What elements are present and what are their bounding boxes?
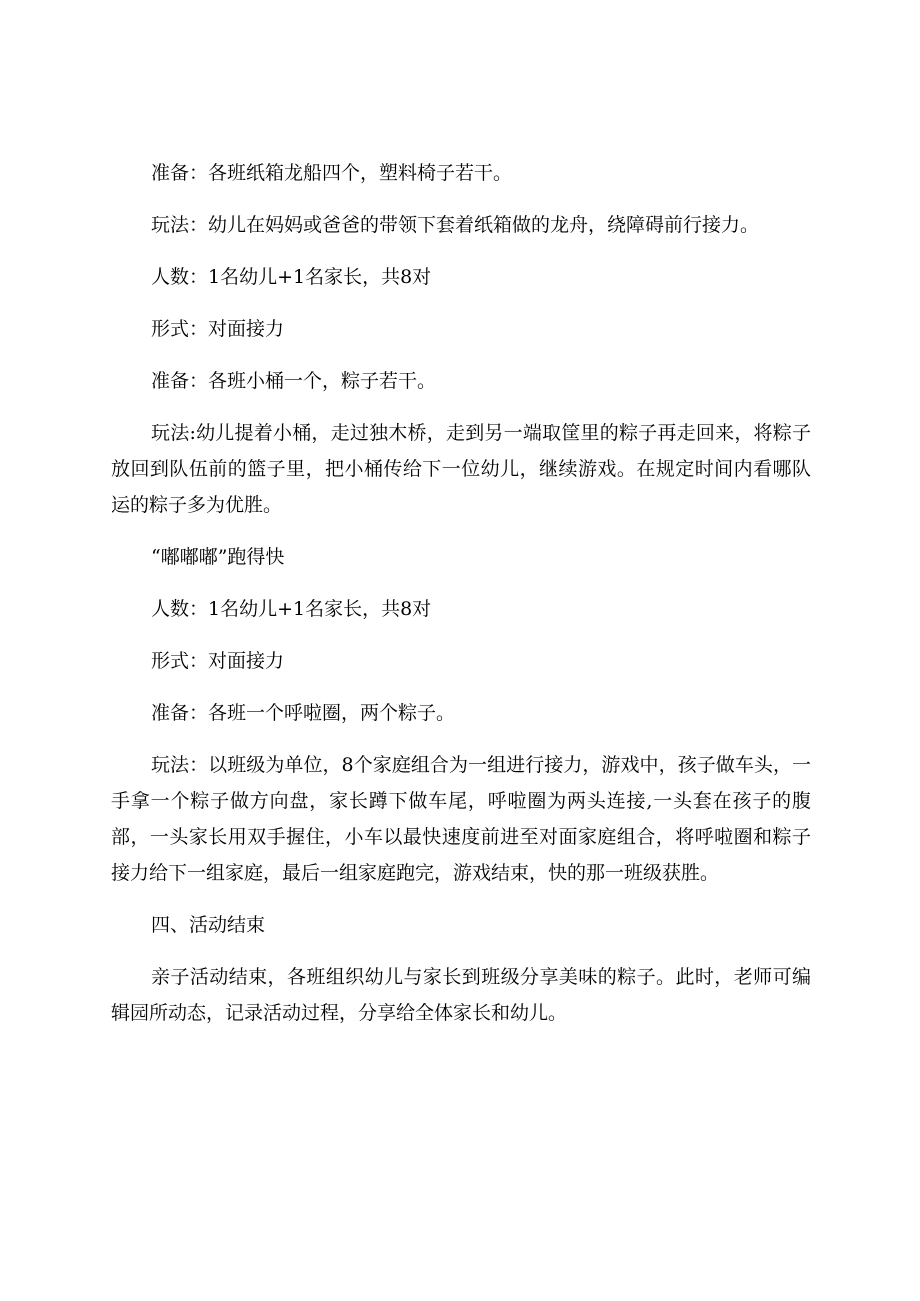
paragraph-format-2: 形式：对面接力 — [151, 650, 285, 672]
paragraph-game-title: “嘟嘟嘟”跑得快 — [151, 546, 285, 568]
paragraph-preparation-hoop: 准备：各班一个呼啦圈，两个粽子。 — [151, 702, 456, 724]
paragraph-participants: 人数：1名幼儿+1名家长，共8对 — [151, 266, 432, 288]
paragraph-rules-dragon-boat: 玩法：幼儿在妈妈或爸爸的带领下套着纸箱做的龙舟，绕障碍前行接力。 — [151, 214, 760, 236]
paragraph-participants-2: 人数：1名幼儿+1名家长，共8对 — [151, 598, 432, 620]
paragraph-preparation-bucket: 准备：各班小桶一个，粽子若干。 — [151, 370, 437, 392]
section-heading-activity-end: 四、活动结束 — [151, 914, 266, 936]
paragraph-preparation-dragon-boat: 准备：各班纸箱龙船四个，塑料椅子若干。 — [151, 162, 513, 184]
paragraph-rules-bucket: 玩法:幼儿提着小桶，走过独木桥，走到另一端取筐里的粽子再走回来，将粽子放回到队伍前的篮子里，把小桶传给下一位幼儿，继续游戏。在规定时间内看哪队运的粽子多为优胜。 — [111, 422, 811, 516]
paragraph-format: 形式：对面接力 — [151, 318, 285, 340]
document-body — [111, 155, 811, 1031]
paragraph-conclusion: 亲子活动结束，各班组织幼儿与家长到班级分享美味的粽子。此时，老师可编辑园所动态，记录活动过程，分享给全体家长和幼儿。 — [111, 966, 811, 1024]
paragraph-rules-hoop: 玩法：以班级为单位，8个家庭组合为一组进行接力，游戏中，孩子做车头，一手拿一个粽子做方向盘，家长蹲下做车尾，呼啦圈为两头连接,一头套在孩子的腹部，一头家长用双手握住，小车以最快速度前进至对面家庭组合，将呼啦圈和粽子接力给下一组家庭，最后一组家庭跑完，游戏结束，快的那一班级获胜。 — [111, 754, 811, 884]
